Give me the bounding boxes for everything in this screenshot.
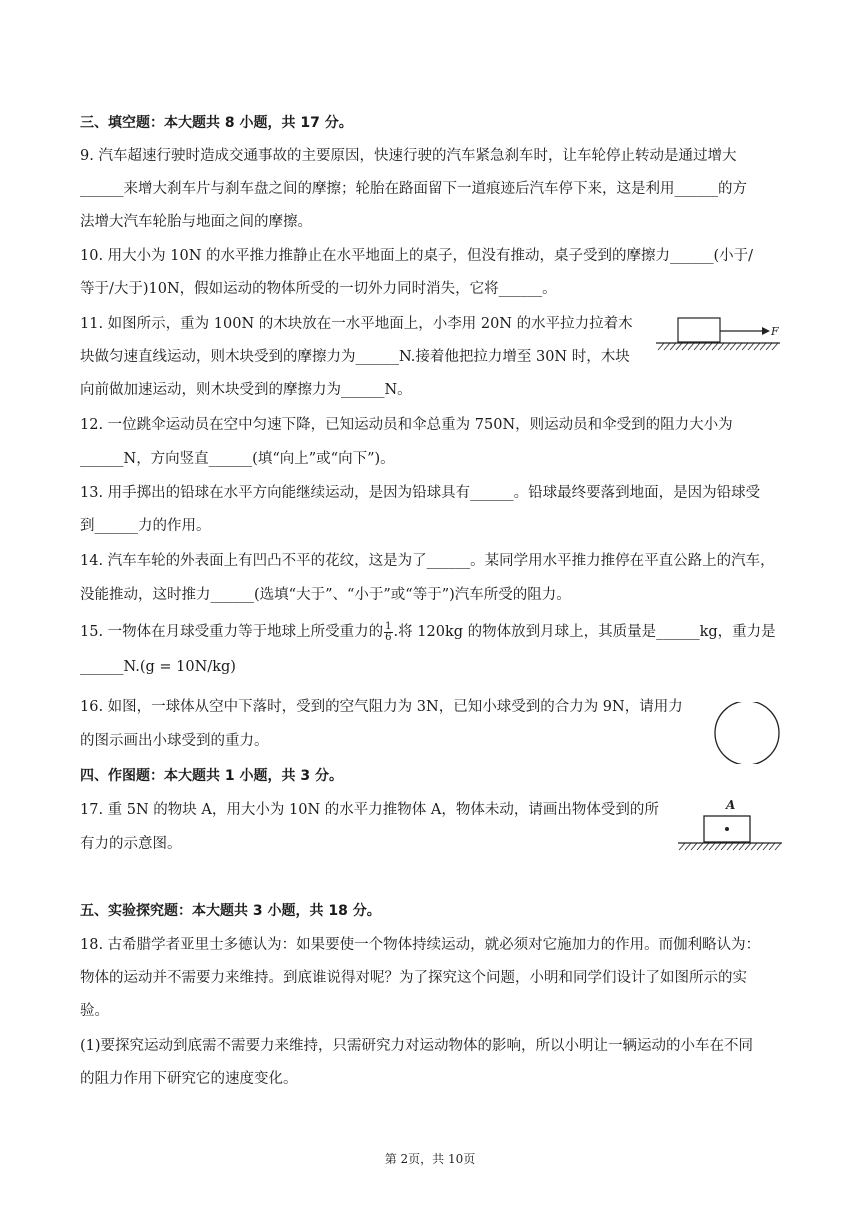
q9-line-3: 法增大汽车轮胎与地面之间的摩擦。 <box>80 214 312 230</box>
ball-figure <box>712 702 782 764</box>
section-heading-experiment: 五、实验探究题：本大题共 3 小题，共 18 分。 <box>80 903 381 919</box>
ground-hatching <box>658 343 778 350</box>
q10-line-1: 10. 用大小为 10N 的水平推力推静止在水平地面上的桌子，但没有推动，桌子受到的摩擦力______(小于/ <box>80 248 754 264</box>
block-pull-figure <box>652 314 782 352</box>
q13-line-1: 13. 用手掷出的铅球在水平方向能继续运动，是因为铅球具有______。铅球最终要落到地面，是因为铅球受 <box>80 485 761 501</box>
center-of-mass-dot <box>725 827 729 831</box>
q15-fraction-denominator: 6 <box>385 631 392 643</box>
q16-line-1: 16. 如图，一球体从空中下落时，受到的空气阻力为 3N，已知小球受到的合力为 9N，请用力 <box>80 699 683 715</box>
q15-text-b: .将 120kg 的物体放到月球上，其质量是______kg，重力是 <box>393 624 776 640</box>
q15-fraction-numerator: 1 <box>385 620 392 632</box>
q17-line-2: 有力的示意图。 <box>80 836 182 852</box>
ball-circle <box>715 702 779 764</box>
q12-line-1: 12. 一位跳伞运动员在空中匀速下降，已知运动员和伞总重为 750N，则运动员和伞受到的阻力大小为 <box>80 417 733 433</box>
section-heading-fill-blank: 三、填空题：本大题共 8 小题，共 17 分。 <box>80 115 353 131</box>
q18-line-4: (1)要探究运动到底需不需要力来维持，只需研究力对运动物体的影响，所以小明让一辆运动的小车在不同 <box>80 1038 754 1054</box>
force-arrow-head <box>762 327 770 335</box>
q15-line-2: ______N.(g = 10N/kg) <box>80 659 236 675</box>
q13-line-2: 到______力的作用。 <box>80 518 211 534</box>
block-a-label: A <box>726 798 736 812</box>
q15-fraction <box>384 622 392 643</box>
q14-line-2: 没能推动，这时推力______(选填“大于”、“小于”或“等于”)汽车所受的阻力。 <box>80 587 571 603</box>
q9-line-2: ______来增大刹车片与刹车盘之间的摩擦；轮胎在路面留下一道痕迹后汽车停下来，这是利用______的方 <box>80 181 747 197</box>
q12-line-2: ______N，方向竖直______(填“向上”或“向下”)。 <box>80 451 395 467</box>
q11-line-2: 块做匀速直线运动，则木块受到的摩擦力为______N.接着他把拉力增至 30N 时，木块 <box>80 349 630 365</box>
block-a-figure <box>676 796 784 854</box>
q16-line-2: 的图示画出小球受到的重力。 <box>80 733 269 749</box>
q18-line-5: 的阻力作用下研究它的速度变化。 <box>80 1071 298 1087</box>
q11-line-3: 向前做加速运动，则木块受到的摩擦力为______N。 <box>80 382 412 398</box>
section-heading-drawing: 四、作图题：本大题共 1 小题，共 3 分。 <box>80 768 343 784</box>
force-label: F <box>771 325 779 338</box>
q18-line-3: 验。 <box>80 1003 109 1019</box>
q17-line-1: 17. 重 5N 的物块 A，用大小为 10N 的水平力推物体 A，物体未动，请画出物体受到的所 <box>80 802 659 818</box>
q15-text-a: 15. 一物体在月球受重力等于地球上所受重力的 <box>80 624 384 640</box>
q14-line-1: 14. 汽车车轮的外表面上有凹凸不平的花纹，这是为了______。某同学用水平推力推停在平直公路上的汽车， <box>80 553 775 569</box>
page-footer: 第 2页，共 10页 <box>384 1152 476 1166</box>
q15-line-1 <box>80 621 776 643</box>
q11-line-1: 11. 如图所示，重为 100N 的木块放在一水平地面上，小李用 20N 的水平拉力拉着木 <box>80 316 633 332</box>
q18-line-1: 18. 古希腊学者亚里士多德认为：如果要使一个物体持续运动，就必须对它施加力的作用。而伽利略认为： <box>80 937 761 953</box>
q18-line-2: 物体的运动并不需要力来维持。到底谁说得对呢？为了探究这个问题，小明和同学们设计了如图所示的实 <box>80 970 747 986</box>
wooden-block <box>678 318 720 342</box>
q9-line-1: 9. 汽车超速行驶时造成交通事故的主要原因，快速行驶的汽车紧急刹车时，让车轮停止转动是通过增大 <box>80 148 737 164</box>
q10-line-2: 等于/大于)10N，假如运动的物体所受的一切外力同时消失，它将______。 <box>80 281 557 297</box>
ground-hatching <box>679 843 781 850</box>
